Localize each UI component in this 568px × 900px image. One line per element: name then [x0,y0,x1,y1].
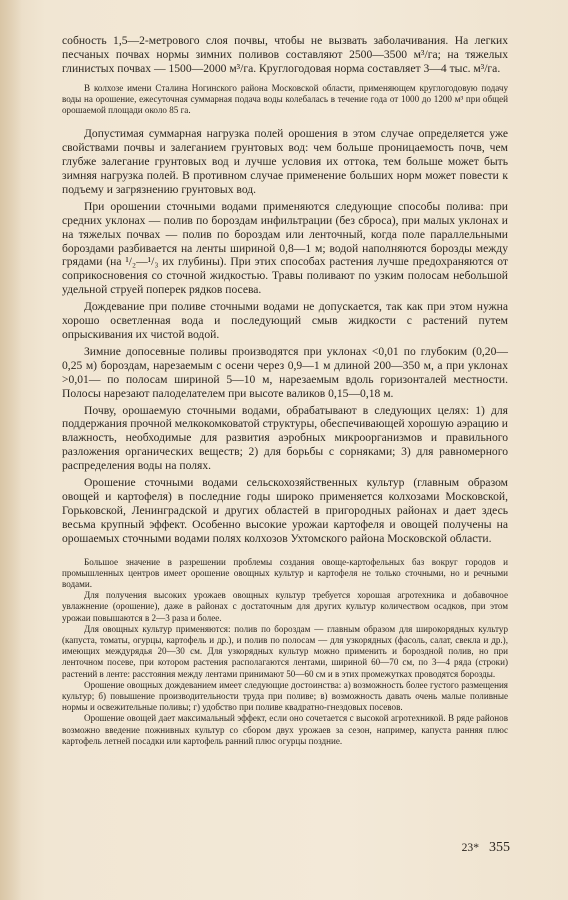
paragraph-irrigation-methods: При орошении сточными водами применяются следующие способы полива: при средних уклонах — полив по бороздам инфильтрации (без сброса), при малых уклонах и на тяжелых почвах — полив по бороздам или ленточный, когда поле параллельными бороздами разбивается на ленты шириной 0,8—1 м; водой наполняются борозды между грядами (на ¹/₂—¹/₃ их глубины). При этих способах растения лучше предохраняются от соприкосновения со сточной жидкостью. Травы поливают по узким полосам небольшой удельной струей поперек рядков посева. [62,199,508,297]
page-footer [462,840,510,856]
paragraph-sprinkling: Дождевание при поливе сточными водами не допускается, так как при этом нужна хорошо осветленная вода и последующий смыв жидкости с растений путем опрыскивания их чистой водой. [62,300,508,342]
note-kolkhoz-stalin: В колхозе имени Сталина Ногинского района Московской области, применяющем круглогодовую подачу воды на орошение, ежесуточная суммарная подача воды колебалась в течение года от 1000 до 1200 м³ при общей орошаемой площади около 85 га. [62,82,508,116]
signature-mark: 23* [461,841,479,854]
note-max-effect: Орошение овощей дает максимальный эффект, если оно сочетается с высокой агротехникой. В ряде районов возможно введение пожнивных культур со сбором двух урожаев за сезон, например, капуста ранняя плюс картофель летней посадки или картофель ранний плюс огурцы поздние. [62,713,508,746]
page-number: 355 [489,840,510,855]
paragraph-winter-watering: Зимние допосевные поливы производятся при уклонах <0,01 по глубоким (0,20—0,25 м) бороздам, нарезаемым с осени через 0,9—1 м длиной 200—350 м, а при уклонах >0,01— по полосам шириной 5—10 м, нарезаемым вдоль горизонталей местности. Полосы нарезают палоделателем при высоте валиков 0,15—0,18 м. [62,344,508,400]
paragraph-soil-treatment: Почву, орошаемую сточными водами, обрабатывают в следующих целях: 1) для поддержания прочной мелкокомковатой структуры, обеспечивающей хорошую аэрацию и влажность, необходимые для развития аэробных микроорганизмов и правильного разложения органических веществ; 2) для борьбы с сорняками; 3) для равномерного распределения воды на полях. [62,403,508,473]
note-vegetable-bases: Большое значение в разрешении проблемы создания овоще-картофельных баз вокруг городов и промышленных центров имеет орошение овощных культур и картофеля не только сточными, но и речными водами. [62,556,508,590]
paragraph-crops: Орошение сточными водами сельскохозяйственных культур (главным образом овощей и картофеля) в последние годы широко применяется колхозами Московской, Горьковской, Ленинградской и других областей в пригородных районах и дает здесь весьма крупный эффект. Особенно высокие урожаи картофеля и овощей получены на орошаемых сточными водами полях колхозов Ухтомского района Московской области. [62,476,508,545]
note-high-yields: Для получения высоких урожаев овощных культур требуется хорошая агротехника и добавочное увлажнение (орошение), даже в районах с достаточным для других культур количеством осадков, при этом урожаи повышаются в 2—3 раза и более. [62,590,508,623]
note-sprinkling-advantages: Орошение овощных дождеванием имеет следующие достоинства: а) возможность более густого размещения культур; б) повышение производительности труда при поливе; в) возможность давать очень малые поливные нормы и освежительные поливы; г) удобство при поливе квадратно-гнездовых посевов. [62,679,508,713]
paragraph-1: собность 1,5—2-метрового слоя почвы, чтобы не вызвать заболачивания. На легких песчаных почвах нормы зимних поливов составляют 2500—3500 м³/га; на тяжелых глинистых почвах — 1500—2000 м³/га. Круглогодовая норма составляет 3—4 тыс. м³/га. [62,34,508,75]
paragraph-load: Допустимая суммарная нагрузка полей орошения в этом случае определяется уже свойствами почвы и залеганием грунтовых вод: чем больше проницаемость почв, чем глубже залегание грунтовых вод и лучше условия их оттока, тем больше может быть зимняя нагрузка полей. В противном случае применение больших норм может повести к подъему и загрязнению грунтовых вод. [62,127,508,196]
page-body [62,34,508,747]
note-furrow-irrigation: Для овощных культур применяются: полив по бороздам — главным образом для широкорядных культур (капуста, томаты, огурцы, картофель и др.), и полив по полосам — для узкорядных (фасоль, салат, свекла и др.), имеющих междурядья 20—30 см. Для узкорядных культур можно применить и бороздной полив, но при ленточном посеве, при котором растения располагаются лентами, шириной 60—70 см, по 3—4 ряда (строки) растений в ленте: расстояния между лентами принимают 50—60 см и в этих промежутках проводятся борозды. [62,623,508,679]
